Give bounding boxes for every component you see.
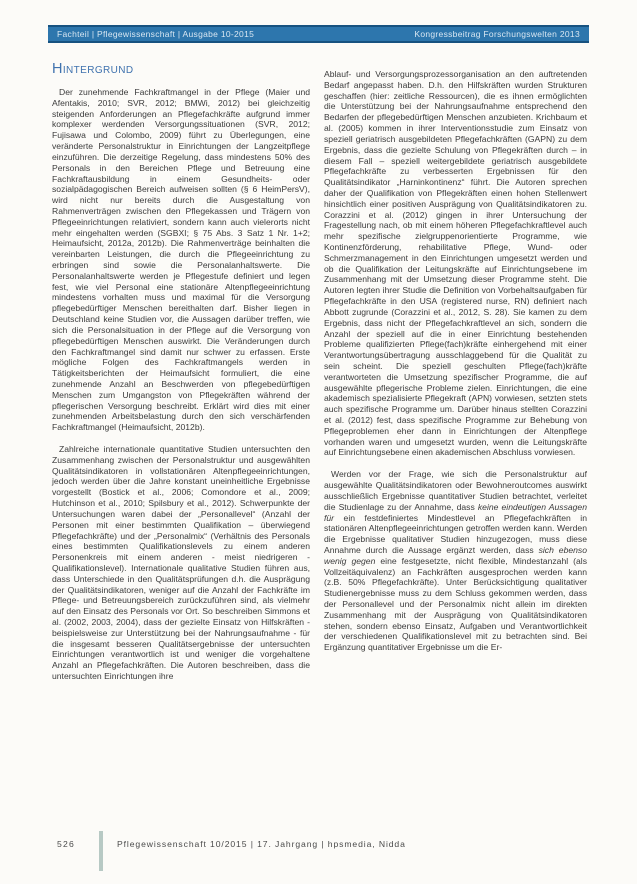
- paragraph-4-segment: Werden vor der Frage, wie sich die Personalstruktur auf ausgewählte Qualitätsindikatoren oder Bewohneroutcomes auswirkt ausschließlich Ergebnisse quantitativer Studien betrachtet, verleitet die Studienlage zu der Annahme, dass: [324, 469, 587, 512]
- paragraph-2: Zahlreiche internationale quantitative Studien untersuchten den Zusammenhang zwischen der Personalstruktur und ausgewählten Qualitätsindikatoren in vollstationären Altenpflegeeinrichtungen, jedoch werden über die Jahre konstant uneinheitliche Ergebnisse vorgestellt (Bostick et al., 2006; Comondore et al., 2009; Hutchinson et al., 2010; Spilsbury et al., 2012). Schwerpunkte der Untersuchungen waren dabei der „Personallevel“ (Anzahl der Personen mit einer bestimmten Qualifikation – überwiegend Pflegefachkräfte) und der „Personalmix“ (Verhältnis des Personals eines bestimmten Qualifikationslevels zu einem anderen Personenkreis mit einem anderen - meist niedrigeren - Qualifikationslevel). Internationale qualitative Studien führen aus, dass Unterschiede in den Qualitätsprüfungen d.h. die Ausprägung der Qualitätsindikatoren, weniger auf die Anzahl der Fachkräfte im Pflege- und Betreuungsbereich zurückzuführen sind, als vielmehr auf den Einsatz des Personals vor Ort. So beschreiben Simmons et al. (2002, 2003, 2004), dass der gezielte Einsatz von Hilfskräften - beispielsweise zur Unterstützung bei der Nahrungsaufnahme - für die insgesamt besseren Qualitätsergebnisse der untersuchten Einrichtungen verantwortlich ist und weniger die vorgehaltene Anzahl an Pflegefachkräften. Die Autoren beschreiben, dass die untersuchten Einrichtungen ihre: [52, 444, 310, 682]
- article-column-left: [52, 61, 310, 682]
- footer-journal-info: Pflegewissenschaft 10/2015 | 17. Jahrgang | hpsmedia, Nidda: [117, 839, 406, 849]
- footer-page-number: 526: [57, 839, 75, 849]
- footer-divider: [99, 831, 103, 871]
- paragraph-4-segment: eine festgesetzte, nicht flexible, Mindestanzahl (als Vollzeitäquivalenz) an Fachkräften ausgesprochen werden kann (z.B. 50% Pflegefachkräfte). Unter Berücksichtigung qualitativer Studienergebnisse muss zu dem Schluss gekommen werden, dass der Personallevel und der Personalmix nicht allein im direkten Zusammenhang mit der Ausprägung von Qualitätsindikatoren stehen, sondern ebenso Einsatz, Aufgaben und Verantwortlichkeit der verschiedenen Qualifikationslevel mit zu betrachten sind. Bei Ergänzung quantitativer Ergebnisse um die Er-: [324, 555, 587, 653]
- paragraph-4-italic-segment: sich ebenso wenig gegen: [324, 544, 587, 566]
- header-right-text: Kongressbeitrag Forschungswelten 2013: [414, 29, 580, 39]
- header-left-text: Fachteil | Pflegewissenschaft | Ausgabe 10-2015: [57, 29, 255, 39]
- paragraph-4: [324, 469, 587, 653]
- paragraph-1: Der zunehmende Fachkraftmangel in der Pflege (Maier und Afentakis, 2010; SVR, 2012; BMWi, 2012) bei gleichzeitig steigenden Anforderungen an Pflegefachkräfte aufgrund immer komplexer werdenden Versorgungssituationen (SVR, 2012; Fujisawa und Colombo, 2009) führt zu Überlegungen, eine veränderte Personalstruktur in Einrichtungen der Langzeitpflege einzuführen. Die derzeitige Regelung, dass mindestens 50% des Personals in den Bereichen Pflege und Betreuung eine Fachkraftausbildung in einem Gesundheits- oder sozialpädagogischen Bereich aufweisen sollten (§ 6 HeimPersV), wird nicht nur bereits durch die Ausgestaltung von Rahmenverträgen zwischen den Pflegekassen und Trägern von Pflegeeinrichtungen relativiert, sondern kann auch vielerorts nicht mehr eingehalten werden (SGBXI; § 75 Abs. 3 Satz 1 Nr. 1+2; Heimaufsicht, 2012a, 2012b). Die Rahmenverträge beinhalten die vereinbarten Leistungen, die durch die Pflegeeinrichtung zu erbringen sind sowie die Personalanhaltswerte. Die Personalanhaltswerte werden je Pflegestufe definiert und legen fest, wie viel Personal eine stationäre Altenpflegeeinrichtung mindestens vorhalten muss und maximal für die Versorgung pflegebedürftiger Menschen bereithalten darf. Bisher liegen in Deutschland keine Studien vor, die Aussagen darüber treffen, wie sich die Personalsituation in der Pflege auf die Versorgung von pflegebedürftigen Menschen auswirkt. Die Veränderungen durch den Fachkraftmangel sind damit nur schwer zu erfassen. Erste mögliche Folgen des Fachkraftmangels werden in Tätigkeitsberichten der Heimaufsicht formuliert, die eine zunehmende Anzahl an Beschwerden von pflegebedürftigen Menschen zum Umgangston von Pflegekräften während der pflegerischen Versorgung beschreibt. Erklärt wird dies mit einer zunehmenden Arbeitsbelastung durch den sich verschärfenden Fachkraftmangel (Heimaufsicht, 2012b).: [52, 87, 310, 433]
- article-column-right: [324, 69, 587, 653]
- paragraph-3: Ablauf- und Versorgungsprozessorganisation an den auftretenden Bedarf angepasst haben. D.h. den Hilfskräften wurden Strukturen geschaffen (hier: zeitliche Ressourcen), die es ihnen ermöglichten die Unterstützung bei der Nahrungsaufnahme entsprechend den Bedarfen der pflegebedürftigen Menschen anzubieten. Krichbaum et al. (2005) kommen in ihrer Interventionsstudie zum Einsatz von speziell geriatrisch ausgebildeten Pflegefachkräften (GAPN) zu dem Ergebnis, dass die gezielte Schulung von Pflegekräften durch – in diesem Fall – speziell weitergebildete geriatrisch ausgebildete Pflegefachkräfte zu verbesserten Ergebnissen für den Qualitätsindikator „Harninkontinenz“ führt. Die Autoren sprechen daher der Qualifikation von Pflegekräften einen hohen Stellenwert hinsichtlich einer positiven Ausprägung von Qualitätsindikatoren zu. Corazzini et al. (2012) gingen in ihrer Untersuchung der Fragestellung nach, ob mit einem höheren Pflegefachkraftlevel auch mehr spezifische zielgruppenorientierte Programme, wie Kontinenzförderung, rehabilitative Pflege, Wund- oder Schmerzmanagement in den Einrichtungen umgesetzt werden und ob die Qualifikation der Leitungskräfte auf Einrichtungsebene im Zusammenhang mit der Umsetzung dieser Programme steht. Die Autoren legten ihrer Studie die Definition von Vorbehaltsaufgaben für Pflegefachkräfte in den USA (registered nurse, RN) definiert nach Abbott zugrunde (Corazzini et al., 2012, S. 28). Sie kamen zu dem Ergebnis, dass nicht der Pflegefachkraftlevel an sich, sondern die Anzahl der speziell auf die in einer Einrichtung bestehenden Probleme qualifizierten Pflege(fach)kräfte einhergehend mit einer Verantwortungsübertragung ausschlaggebend für die Qualität zu sein scheint. Die speziell geschulten Pflege(fach)kräfte verantworteten die Umsetzung spezifischer Programme, die auf ausgewählte pflegerische Probleme zielen. Einrichtungen, die eine akademisch spezialisierte Pflegekraft (APN) vorwiesen, setzten stets auch spezifische Programme um. Darüber hinaus stellten Corazzini et al. (2012) fest, dass spezifische Programme zur Behebung von Pflegeproblemen eher dann in Einrichtungen der Altenpflege vorhanden waren und umgesetzt wurden, wenn die Leitungskräfte auf Einrichtungsebene einen akademischen Abschluss vorwiesen.: [324, 69, 587, 458]
- section-heading: Hintergrund: [52, 61, 134, 77]
- paragraph-4-segment: ein festdefiniertes Mindestlevel an Pflegefachkräften in stationären Altenpflegeeinrichtungen getroffen werden kann. Werden die Ergebnisse qualitativer Studien hinzugezogen, muss diese Annahme durch die Aussage ergänzt werden, dass: [324, 512, 587, 555]
- page-header-bar: [48, 25, 589, 43]
- paragraph-4-italic-segment: keine eindeutigen Aussagen für: [324, 501, 587, 523]
